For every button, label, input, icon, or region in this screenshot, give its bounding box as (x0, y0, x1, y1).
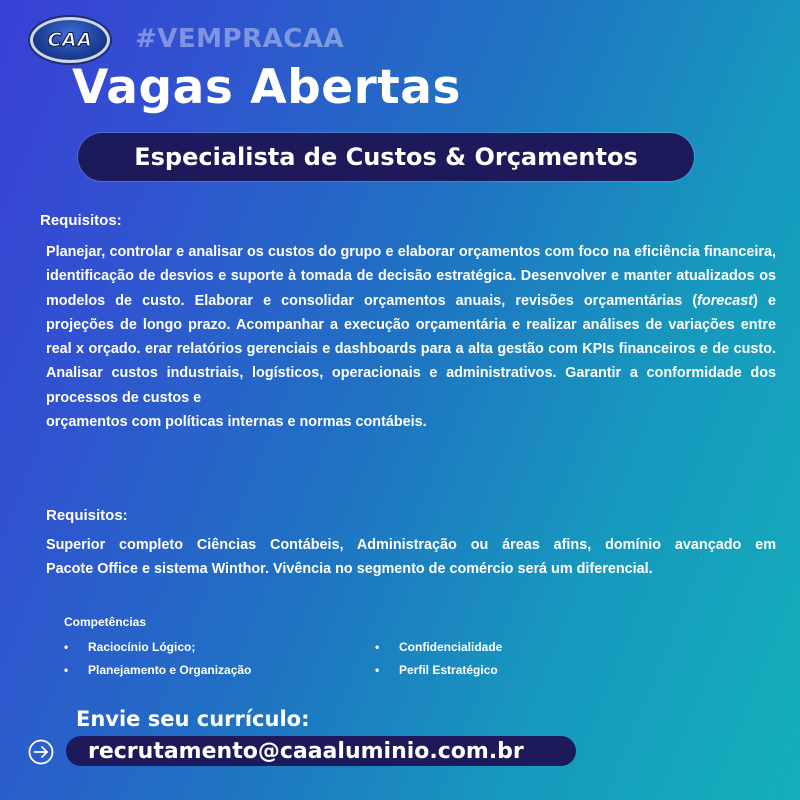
responsibilities-last-line: orçamentos com políticas internas e normas contábeis. (46, 414, 427, 431)
responsibilities-part-b: ) e projeções de longo prazo. Acompanhar a execução orçamentária e realizar análises de variações entre real x orçado. erar relatórios gerenciais e dashboards para a alta gestão com KPIs financeiros e de custo. Analisar custos industriais, logísticos, operacionais e administrativos. Garantir a conformidade dos processos de custos e (46, 292, 776, 406)
qualifications-line: Superior completo Ciências Contábeis, Administração ou áreas afins, domínio avançado em (46, 537, 776, 553)
competency-label: Confidencialidade (399, 640, 503, 654)
forecast-italic: forecast (697, 292, 754, 309)
competency-label: Raciocínio Lógico; (88, 640, 196, 654)
role-title: Especialista de Custos & Orçamentos (134, 143, 638, 171)
qualifications-last-line: Pacote Office e sistema Winthor. Vivência no segmento de comércio será um diferencial. (46, 561, 653, 578)
competencies-list-right (375, 639, 502, 685)
logo-text: CAA (47, 29, 93, 51)
email-banner[interactable] (66, 736, 576, 766)
bullet-icon: • (64, 663, 69, 677)
qualifications-text (46, 533, 776, 582)
requirements-label: Requisitos: (40, 212, 122, 229)
bullet-icon: • (375, 640, 380, 654)
bullet-icon: • (64, 640, 69, 654)
responsibilities-part-a: Planejar, controlar e analisar os custos do grupo e elaborar orçamentos com foco na eficiência financeira, identificação de desvios e suporte à tomada de decisão estratégica. Desenvolver e manter atualizados os modelos de custo. Elaborar e consolidar orçamentos anuais, revisões orçamentárias ( (46, 244, 776, 309)
page-title: Vagas Abertas (72, 60, 461, 115)
caa-logo (30, 17, 110, 63)
competency-label: Planejamento e Organização (88, 663, 252, 677)
arrow-right-circle-icon (28, 739, 54, 765)
competencies-list-left (64, 639, 251, 685)
role-banner (78, 133, 694, 181)
email-link[interactable]: recrutamento@caaaluminio.com.br (88, 738, 524, 764)
qualifications-label: Requisitos: (46, 507, 128, 524)
competencies-title: Competências (64, 615, 147, 629)
list-item (64, 639, 251, 662)
send-cv-label: Envie seu currículo: (76, 707, 310, 731)
list-item (375, 639, 502, 662)
responsibilities-text (46, 240, 776, 434)
list-item (64, 662, 251, 685)
bullet-icon: • (375, 663, 380, 677)
hashtag: #VEMPRACAA (135, 24, 345, 54)
list-item (375, 662, 502, 685)
competency-label: Perfil Estratégico (399, 663, 498, 677)
